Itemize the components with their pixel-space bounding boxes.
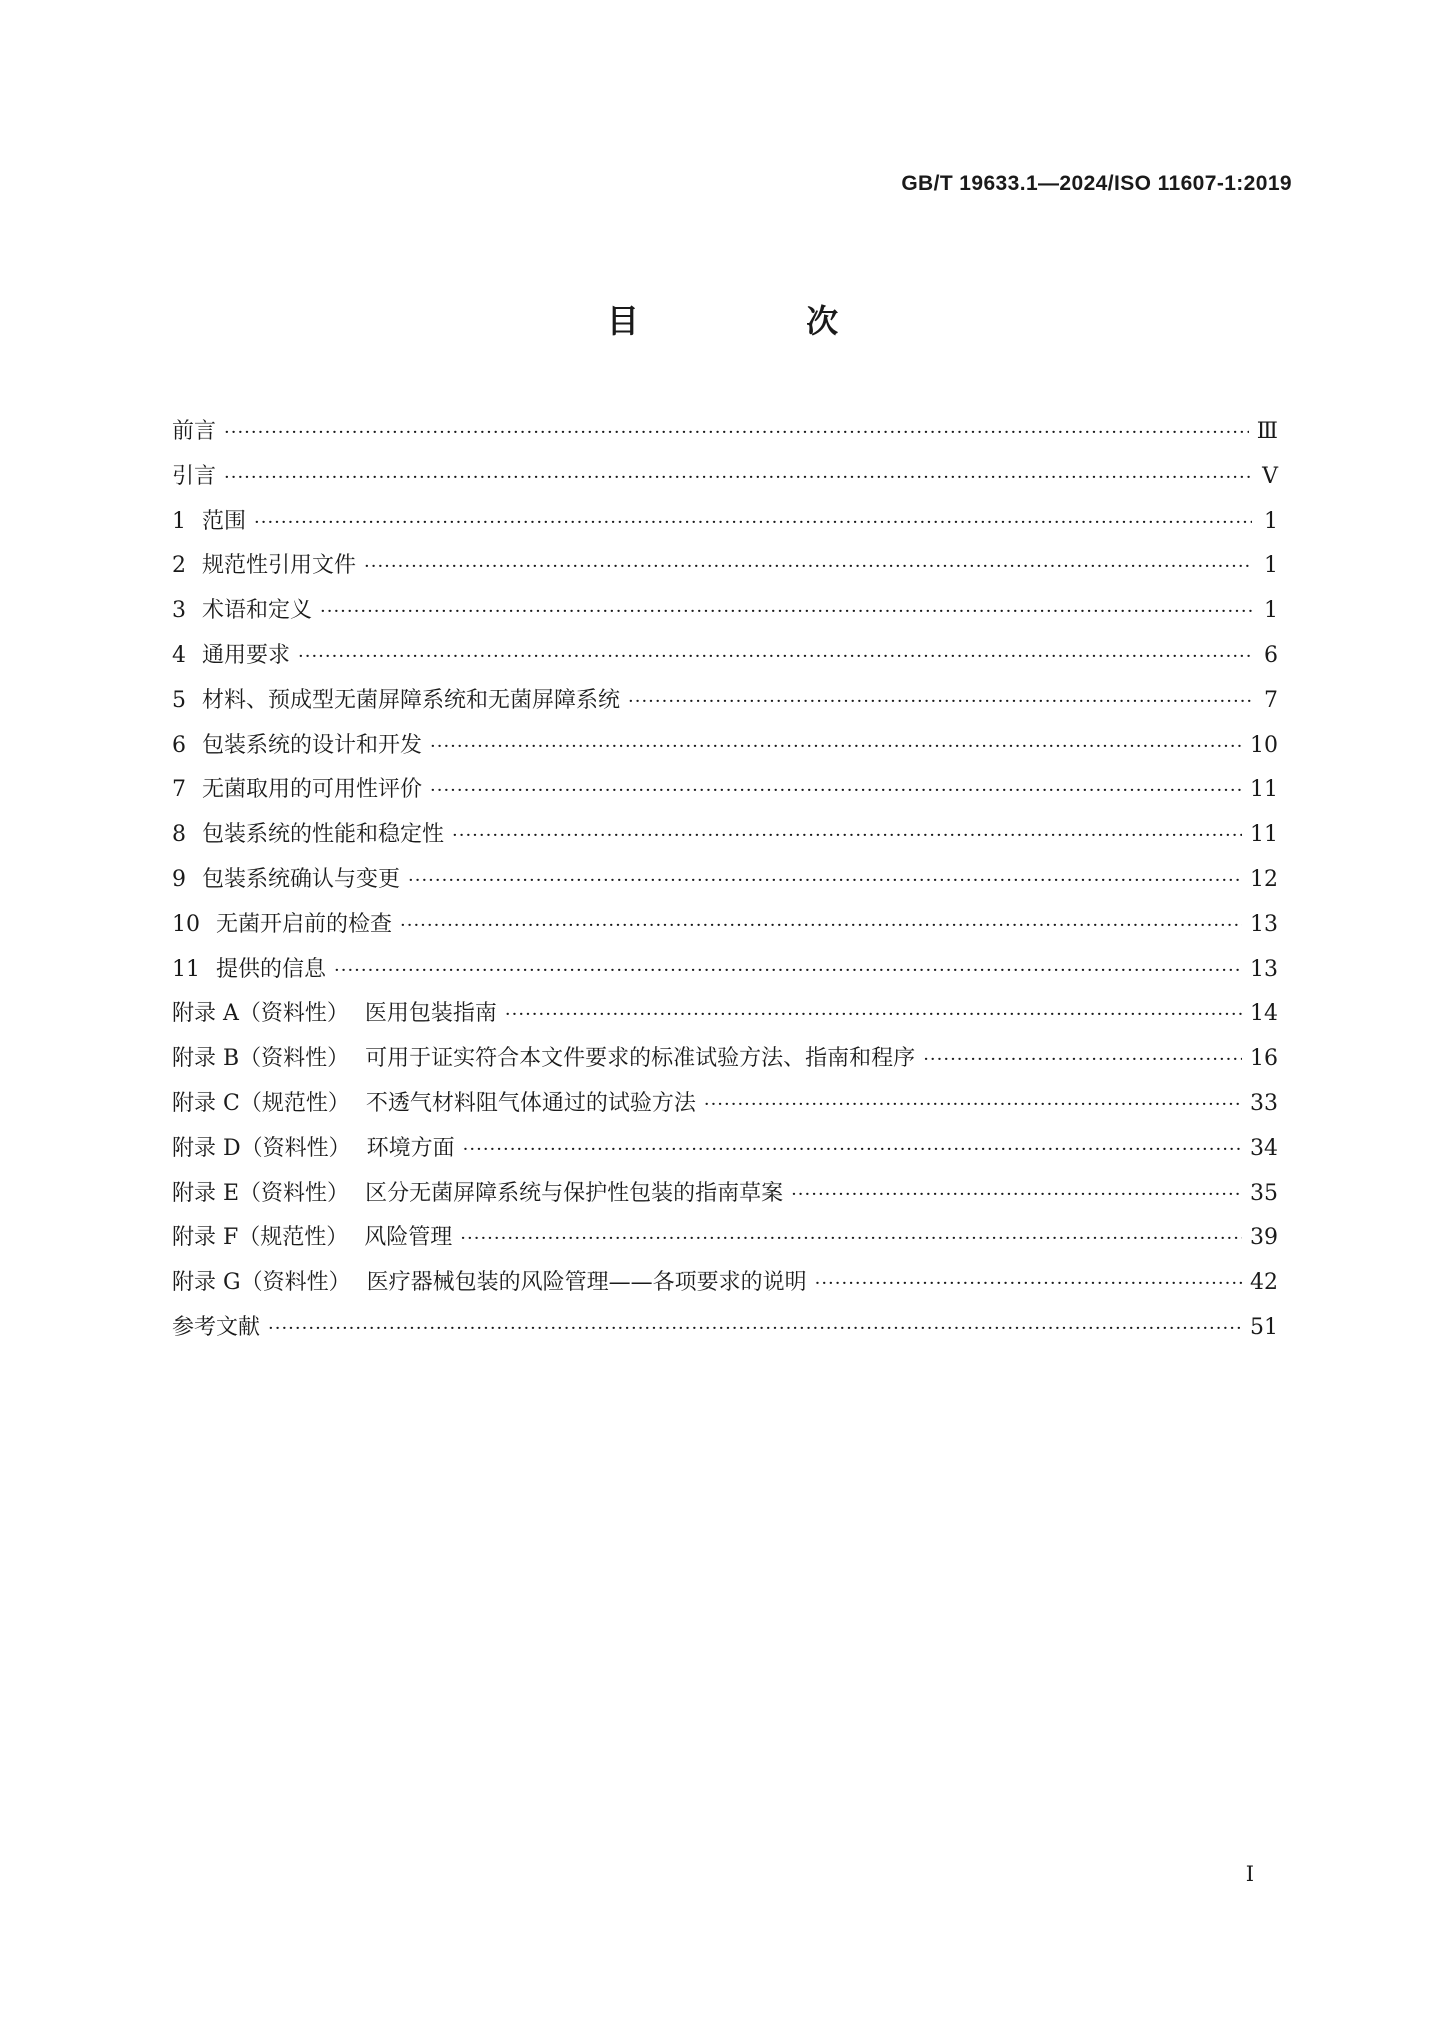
toc-entry-page: 7 (1264, 687, 1278, 713)
toc-entry-number: 10 (172, 911, 200, 937)
toc-entry-number: 附录 D（资料性） (172, 1135, 351, 1161)
toc-entry[interactable] (172, 903, 1278, 948)
toc-entry-page: 1 (1264, 553, 1278, 579)
toc-entry[interactable] (172, 724, 1278, 769)
toc-entry-label: 参考文献 (172, 1314, 261, 1340)
toc-entry-label: 前言 (172, 419, 217, 444)
toc-entry-page: 11 (1250, 822, 1278, 848)
toc-dot-leader (408, 859, 1242, 904)
toc-dot-leader (254, 501, 1252, 546)
toc-entry[interactable] (172, 500, 1278, 545)
toc-entry-number: 2 (172, 553, 186, 579)
toc-entry[interactable] (172, 858, 1278, 903)
toc-entry-page: 1 (1264, 598, 1278, 624)
toc-entry-page: 13 (1250, 911, 1278, 937)
toc-entry-number: 1 (172, 508, 186, 534)
toc-entry[interactable] (172, 679, 1278, 724)
toc-entry-page: Ⅲ (1256, 419, 1278, 444)
toc-dot-leader (815, 1262, 1242, 1307)
table-of-contents (172, 410, 1278, 1351)
toc-entry-page: 34 (1250, 1135, 1278, 1161)
toc-dot-leader (791, 1173, 1242, 1218)
toc-entry-number: 附录 B（资料性） (172, 1046, 350, 1072)
toc-entry-number: 8 (172, 822, 186, 848)
toc-entry[interactable] (172, 544, 1278, 589)
toc-entry-number: 7 (172, 777, 186, 803)
toc-entry-number: 9 (172, 866, 186, 892)
toc-entry[interactable] (172, 813, 1278, 858)
toc-entry[interactable] (172, 1261, 1278, 1306)
toc-dot-leader (628, 680, 1252, 725)
toc-entry-page: Ⅴ (1262, 463, 1278, 489)
toc-entry-page: 6 (1264, 642, 1278, 668)
toc-entry[interactable] (172, 1127, 1278, 1172)
toc-entry-label: 包装系统确认与变更 (202, 866, 401, 892)
toc-dot-leader (463, 1128, 1242, 1173)
toc-dot-leader (334, 949, 1242, 994)
toc-entry-page: 10 (1250, 732, 1278, 758)
toc-entry-label: 医疗器械包装的风险管理——各项要求的说明 (366, 1270, 807, 1296)
toc-dot-leader (298, 635, 1252, 680)
toc-dot-leader (224, 411, 1249, 456)
toc-entry-page: 12 (1250, 866, 1278, 892)
toc-entry[interactable] (172, 1216, 1278, 1261)
toc-dot-leader (704, 1083, 1242, 1128)
toc-entry-page: 35 (1250, 1180, 1278, 1206)
toc-entry[interactable] (172, 992, 1278, 1037)
toc-entry-label: 通用要求 (202, 642, 291, 668)
toc-entry[interactable] (172, 768, 1278, 813)
toc-entry-label: 包装系统的性能和稳定性 (202, 822, 445, 848)
toc-entry-label: 范围 (202, 508, 247, 534)
toc-entry-label: 无菌开启前的检查 (216, 911, 393, 937)
toc-entry-page: 11 (1250, 777, 1278, 803)
toc-entry-number: 附录 E（资料性） (172, 1180, 350, 1206)
toc-entry-label: 包装系统的设计和开发 (202, 732, 423, 758)
toc-entry-page: 33 (1250, 1090, 1278, 1116)
toc-dot-leader (224, 456, 1252, 501)
toc-dot-leader (268, 1307, 1242, 1352)
toc-title: 目 次 (606, 302, 917, 340)
toc-entry[interactable] (172, 634, 1278, 679)
toc-entry-label: 材料、预成型无菌屏障系统和无菌屏障系统 (202, 687, 621, 713)
toc-entry-label: 规范性引用文件 (202, 553, 357, 579)
page-number: Ⅰ (1245, 1862, 1254, 1886)
toc-dot-leader (430, 769, 1242, 814)
toc-entry-number: 附录 F（规范性） (172, 1225, 349, 1251)
toc-dot-leader (460, 1217, 1242, 1262)
toc-entry-page: 14 (1250, 1001, 1278, 1027)
toc-entry[interactable] (172, 455, 1278, 500)
toc-entry-page: 16 (1250, 1046, 1278, 1072)
toc-entry-label: 医用包装指南 (364, 1001, 497, 1027)
toc-entry-label: 术语和定义 (202, 598, 313, 624)
standard-code: GB/T 19633.1—2024/ISO 11607-1:2019 (901, 172, 1292, 195)
toc-entry-page: 42 (1250, 1270, 1278, 1296)
toc-entry[interactable] (172, 589, 1278, 634)
toc-entry-label: 风险管理 (364, 1225, 453, 1251)
toc-dot-leader (505, 993, 1242, 1038)
toc-entry[interactable] (172, 948, 1278, 993)
toc-entry-number: 11 (172, 956, 200, 982)
toc-dot-leader (923, 1038, 1242, 1083)
toc-entry-number: 4 (172, 642, 186, 668)
toc-entry-number: 附录 A（资料性） (172, 1001, 349, 1027)
toc-dot-leader (364, 545, 1252, 590)
toc-entry-page: 1 (1264, 508, 1278, 534)
toc-entry-label: 环境方面 (366, 1135, 455, 1161)
toc-dot-leader (430, 725, 1242, 770)
toc-entry[interactable] (172, 1082, 1278, 1127)
toc-entry[interactable] (172, 1037, 1278, 1082)
toc-entry-page: 51 (1250, 1314, 1278, 1340)
toc-entry-number: 5 (172, 687, 186, 713)
toc-entry-label: 引言 (172, 463, 217, 489)
toc-entry-label: 可用于证实符合本文件要求的标准试验方法、指南和程序 (365, 1046, 916, 1072)
toc-dot-leader (452, 814, 1242, 859)
toc-entry-label: 区分无菌屏障系统与保护性包装的指南草案 (365, 1180, 784, 1206)
toc-entry[interactable] (172, 1306, 1278, 1351)
toc-entry-number: 附录 C（规范性） (172, 1090, 350, 1116)
toc-entry-label: 提供的信息 (216, 956, 327, 982)
toc-entry-label: 不透气材料阻气体通过的试验方法 (365, 1090, 696, 1116)
toc-entry-label: 无菌取用的可用性评价 (202, 777, 423, 803)
toc-dot-leader (400, 904, 1242, 949)
toc-entry-number: 6 (172, 732, 186, 758)
toc-dot-leader (320, 590, 1252, 635)
toc-entry[interactable] (172, 1172, 1278, 1217)
toc-entry-page: 39 (1250, 1225, 1278, 1251)
toc-entry[interactable] (172, 410, 1278, 455)
toc-entry-number: 附录 G（资料性） (172, 1270, 351, 1296)
toc-entry-number: 3 (172, 598, 186, 624)
toc-entry-page: 13 (1250, 956, 1278, 982)
